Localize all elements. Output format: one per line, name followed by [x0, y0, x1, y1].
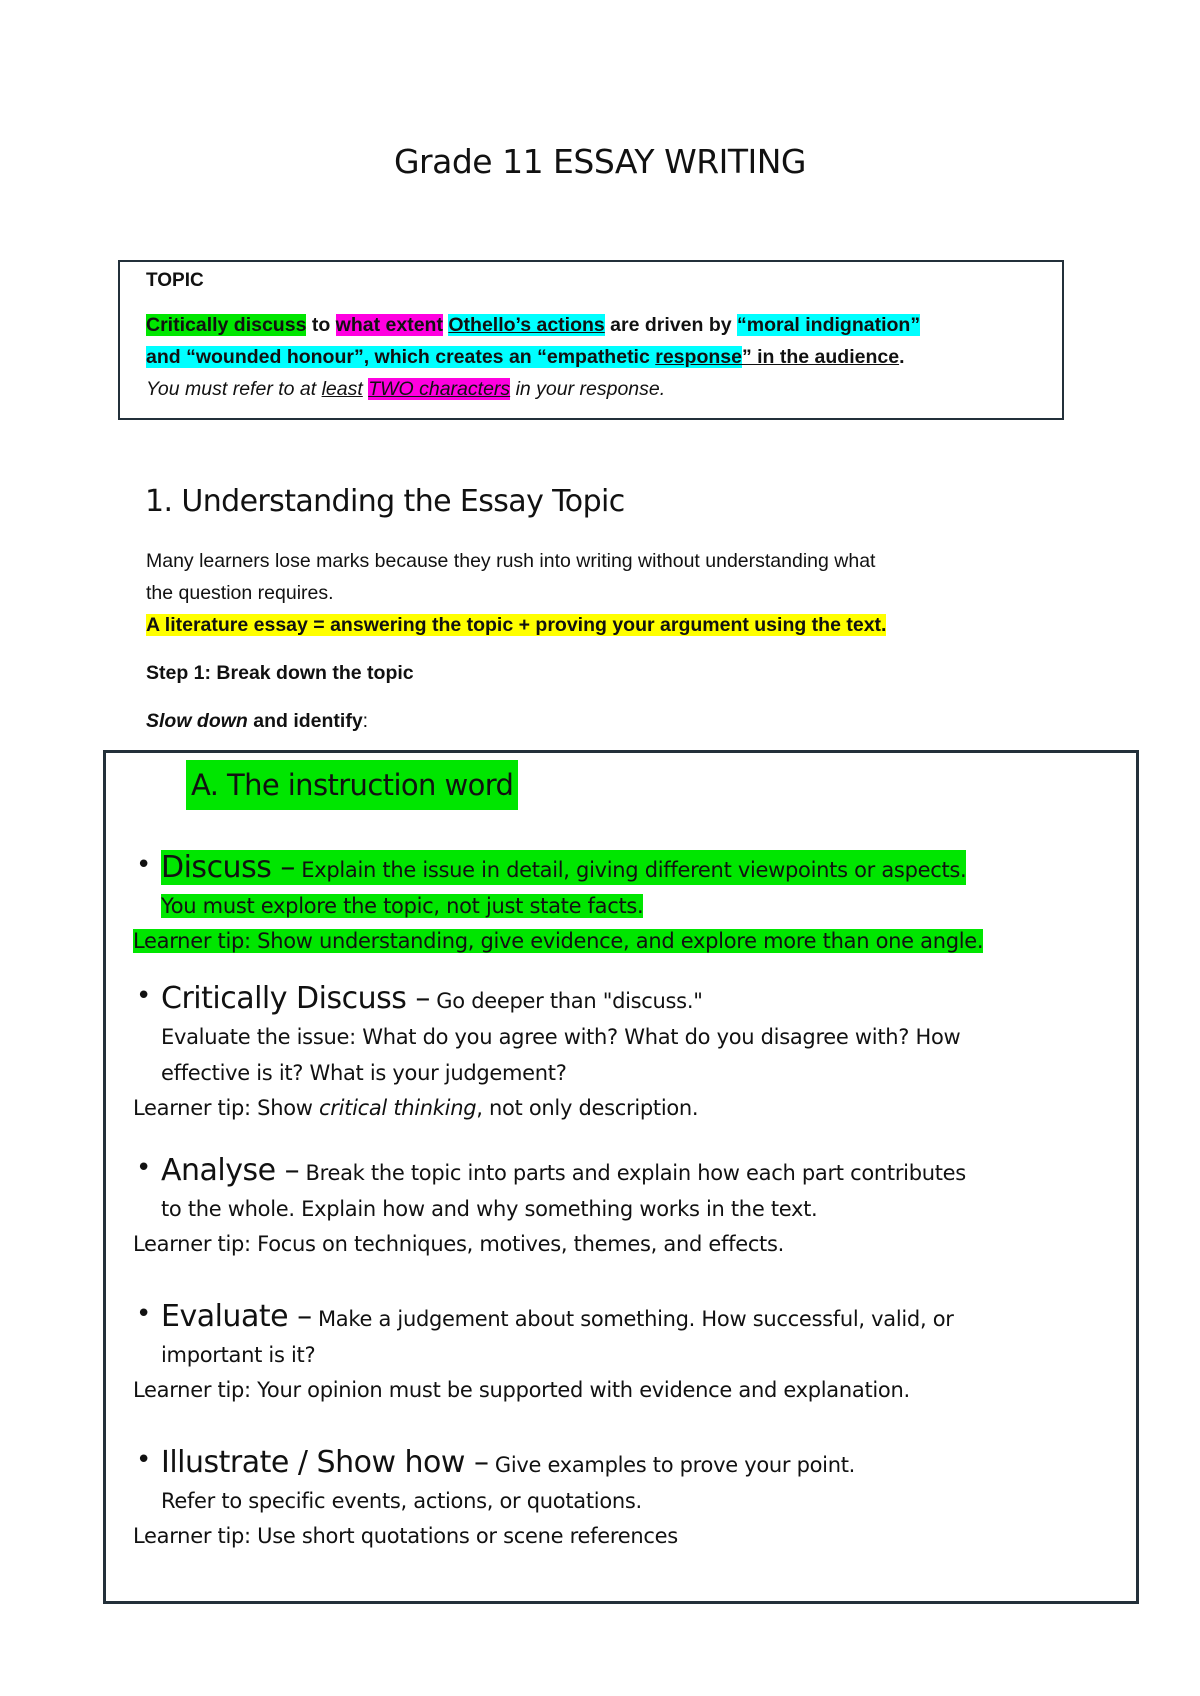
- slow-down-rest: and identify: [247, 710, 363, 732]
- hl-wounded-honour: and “wounded honour”, which creates an “empathetic: [146, 346, 656, 368]
- term-definition: Give examples to prove your point.: [488, 1453, 856, 1477]
- hl-two-characters: TWO characters: [368, 378, 511, 400]
- learner-tip-em: critical thinking: [319, 1096, 477, 1120]
- topic-line-2: [146, 346, 905, 369]
- hl-othellos-actions: Othello’s actions: [448, 314, 605, 336]
- term-discuss: [133, 850, 984, 958]
- topic-label: TOPIC: [146, 270, 204, 291]
- topic-text: in your response.: [510, 378, 666, 400]
- slow-down-line: [146, 710, 368, 733]
- page-title: Grade 11 ESSAY WRITING: [393, 142, 807, 181]
- term-definition: Go deeper than "discuss.": [429, 989, 703, 1013]
- bullet-icon: •: [136, 850, 152, 880]
- intro-line-2: the question requires.: [146, 582, 334, 604]
- term-definition: Break the topic into parts and explain how each part contributes: [299, 1161, 966, 1185]
- learner-tip-text: , not only description.: [476, 1096, 699, 1120]
- topic-line-1: [146, 314, 920, 337]
- learner-tip: Learner tip: Use short quotations or scene references: [133, 1524, 678, 1548]
- hl-moral-indignation: “moral indignation”: [737, 314, 921, 336]
- section-heading: 1. Understanding the Essay Topic: [145, 484, 625, 519]
- topic-text: are driven by: [604, 314, 737, 336]
- term-evaluate: [133, 1299, 954, 1407]
- term-continuation: to the whole. Explain how and why something works in the text.: [161, 1197, 818, 1221]
- term-label: [161, 1445, 855, 1480]
- learner-tip-text: Learner tip: Show: [133, 1096, 320, 1120]
- bullet-icon: •: [136, 1153, 152, 1183]
- term-name: Evaluate –: [161, 1299, 312, 1334]
- topic-text-audience: ” in the audience: [741, 346, 900, 368]
- topic-line-3: [146, 378, 665, 401]
- term-name: Illustrate / Show how –: [161, 1445, 489, 1480]
- term-definition: Make a judgement about something. How successful, valid, or: [311, 1307, 954, 1331]
- term-continuation-text: You must explore the topic, not just state facts.: [161, 894, 644, 918]
- topic-text: .: [899, 346, 905, 368]
- term-name: Analyse –: [161, 1153, 300, 1188]
- learner-tip: [133, 924, 983, 958]
- term-continuation: important is it?: [161, 1343, 316, 1367]
- hl-response: response: [655, 346, 742, 368]
- term-illustrate: [133, 1445, 856, 1553]
- learner-tip: Learner tip: Focus on techniques, motives, themes, and effects.: [133, 1232, 785, 1256]
- term-name: Discuss –: [161, 850, 295, 885]
- hl-what-extent: what extent: [335, 314, 443, 336]
- bullet-icon: •: [136, 1445, 152, 1475]
- instruction-word-box: [103, 750, 1139, 1604]
- term-critically-discuss: [133, 981, 961, 1125]
- instruction-word-heading: A. The instruction word: [186, 760, 518, 810]
- hl-critically-discuss: Critically discuss: [146, 314, 307, 336]
- term-continuation: Evaluate the issue: What do you agree with? What do you disagree with? How: [161, 1025, 961, 1049]
- learner-tip: Learner tip: Your opinion must be supported with evidence and explanation.: [133, 1378, 910, 1402]
- learner-tip: [133, 1091, 960, 1125]
- term-label: [161, 981, 703, 1016]
- intro-line-1: Many learners lose marks because they rush into writing without understanding what: [146, 550, 876, 572]
- slow-down-colon: :: [362, 710, 369, 732]
- topic-box: [118, 260, 1064, 420]
- term-name: Critically Discuss –: [161, 981, 430, 1016]
- term-label: [161, 1299, 954, 1334]
- topic-text: to: [306, 314, 336, 336]
- term-definition: Explain the issue in detail, giving different viewpoints or aspects.: [294, 858, 967, 882]
- hl-key-definition: A literature essay = answering the topic + proving your argument using the text.: [146, 614, 887, 636]
- term-continuation-2: effective is it? What is your judgement?: [161, 1061, 567, 1085]
- topic-text: You must refer to at: [146, 378, 322, 400]
- topic-text-least: least: [321, 378, 363, 400]
- key-definition: [146, 614, 886, 637]
- term-analyse: [133, 1153, 966, 1261]
- step-1-heading: Step 1: Break down the topic: [146, 662, 414, 684]
- learner-tip-text: Learner tip: Show understanding, give evidence, and explore more than one angle.: [133, 929, 984, 953]
- term-label: [161, 1153, 966, 1188]
- term-continuation: [136, 888, 983, 924]
- term-label: [161, 850, 966, 885]
- bullet-icon: •: [136, 1299, 152, 1329]
- bullet-icon: •: [136, 981, 152, 1011]
- slow-down-em: Slow down: [146, 710, 248, 732]
- term-continuation: Refer to specific events, actions, or quotations.: [161, 1489, 642, 1513]
